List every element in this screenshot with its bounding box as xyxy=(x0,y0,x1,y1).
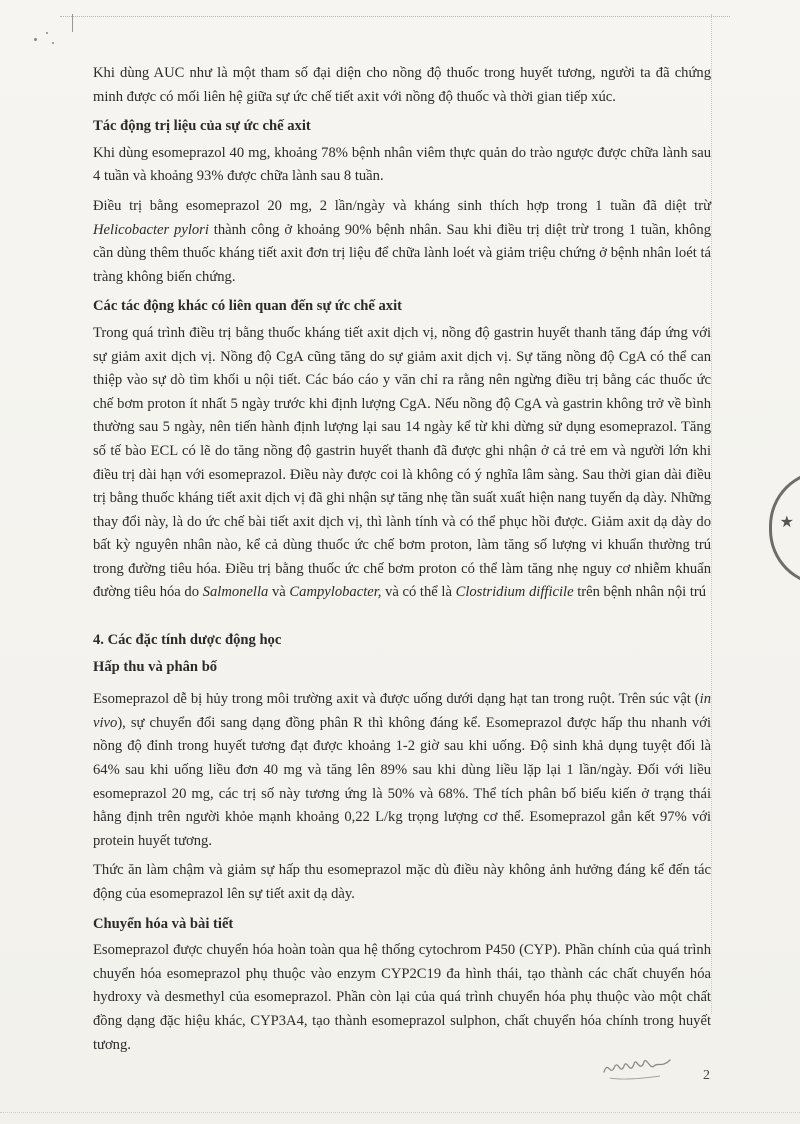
paragraph-auc: Khi dùng AUC như là một tham số đại diện cho nồng độ thuốc trong huyết tương, người ta đã chứng minh được có mối liên hệ giữa sự ức chế tiết axit với nồng độ thuốc và thời gian tiếp xúc. xyxy=(93,65,711,105)
heading-absorption: Hấp thu và phân bố xyxy=(93,658,218,675)
star-icon: ★ xyxy=(779,512,794,531)
text-run: trên bệnh nhân nội trú xyxy=(573,584,707,601)
italic-term-clostridium: Clostridium difficile xyxy=(455,584,574,601)
heading-other-effects: Các tác động khác có liên quan đến sự ức chế axit xyxy=(93,298,402,315)
text-run: và xyxy=(268,584,290,601)
scan-edge-bottom xyxy=(0,1112,800,1114)
text-run: ), sự chuyển đổi sang dạng đồng phân R thì không đáng kể. Esomeprazol được hấp thu nhanh với nồng độ đỉnh trong huyết tương đạt được khoảng 1-2 giờ sau khi uống. Độ sinh khả dụng tuyệt đối là 64% sau khi uống liều đơn 40 mg và tăng lên 89% sau khi dùng liều lặp lại 1 lần/ngày. Đối với liều esomeprazol 20 mg, các trị số này tương ứng là 50% và 68%. Thể tích phân bố biểu kiến ở trạng thái hằng định trên người khỏe mạnh khoảng 0,22 L/kg trọng lượng cơ thể. Esomeprazol gắn kết 97% với protein huyết tương. xyxy=(93,714,711,849)
text-run: Điều trị bằng esomeprazol 20 mg, 2 lần/ngày và kháng sinh thích hợp trong 1 tuần đã diệt trừ xyxy=(93,197,711,214)
text-run: thành công ở khoảng 90% bệnh nhân. Sau khi điều trị diệt trừ trong 1 tuần, không cần dùng thêm thuốc kháng tiết axit đơn trị liệu để chữa lành loét và giảm triệu chứng ở bệnh nhân loét tá tràng không biến chứng. xyxy=(93,221,711,285)
paragraph-helicobacter xyxy=(93,195,711,289)
italic-term-helicobacter: Helicobacter pylori xyxy=(93,221,209,238)
scan-speck xyxy=(34,38,37,41)
page-number: 2 xyxy=(703,1068,710,1083)
text-run: Trong quá trình điều trị bằng thuốc kháng tiết axit dịch vị, nồng độ gastrin huyết thanh tăng đáp ứng với sự giảm axit dịch vị. Nồng độ CgA cũng tăng do sự giảm axit dịch vị. Sự tăng nồng độ CgA có thể can thiệp vào sự dò tìm khối u nội tiết. Các báo cáo y văn chỉ ra rằng nên ngừng điều trị bằng các thuốc ức chế bơm proton ít nhất 5 ngày trước khi định lượng CgA. Nếu nồng độ CgA và gastrin không trở về bình thường sau 5 ngày, nên tiến hành định lượng lại sau 14 ngày kể từ khi dừng sử dụng esomeprazol. Tăng số tế bào ECL có lẽ do tăng nồng độ gastrin huyết thanh đã được ghi nhận ở cả trẻ em và người lớn khi điều trị dài hạn với esomeprazol. Điều này được coi là không có ý nghĩa lâm sàng. Sau thời gian dài điều trị bằng thuốc kháng tiết axit dịch vị đã ghi nhận sự tăng nhẹ tần suất xuất hiện nang tuyến dạ dày. Những thay đổi này, là do ức chế bài tiết axit dịch vị, thì lành tính và có thể phục hồi được. Giảm axit dạ dày do bất kỳ nguyên nhân nào, kể cả dùng thuốc ức chế bơm proton, làm tăng số lượng vi khuẩn thường trú trong đường tiêu hóa. Điều trị bằng thuốc ức chế bơm proton có thể làm tăng nhẹ nguy cơ nhiễm khuẩn đường tiêu hóa do xyxy=(93,324,711,601)
paragraph-gastrin xyxy=(93,322,711,605)
heading-metabolism: Chuyển hóa và bài tiết xyxy=(93,915,234,932)
heading-therapeutic-effect: Tác động trị liệu của sự ức chế axit xyxy=(93,118,311,135)
scan-edge-left-mark xyxy=(72,14,73,32)
italic-term-salmonella: Salmonella xyxy=(202,584,269,601)
scan-speck xyxy=(52,42,54,44)
handwritten-signature xyxy=(600,1046,680,1086)
text-run: và có thể là xyxy=(381,584,456,601)
italic-term-in-vivo: in vivo xyxy=(93,691,711,731)
scan-edge-top xyxy=(60,16,730,18)
text-run: Esomeprazol dễ bị hủy trong môi trường axit và được uống dưới dạng hạt tan trong ruột. Trên súc vật ( xyxy=(93,691,700,708)
section-gap xyxy=(93,605,711,615)
document-body xyxy=(93,62,711,1063)
heading-section-4: 4. Các đặc tính dược động học xyxy=(93,632,282,649)
paragraph-food-effect: Thức ăn làm chậm và giảm sự hấp thu esomeprazol mặc dù điều này không ảnh hưởng đáng kể đến tác động của esomeprazol lên sự tiết axit dạ dày. xyxy=(93,862,711,902)
paragraph-metabolism: Esomeprazol được chuyển hóa hoàn toàn qua hệ thống cytochrom P450 (CYP). Phần chính của quá trình chuyển hóa esomeprazol phụ thuộc vào enzym CYP2C19 đa hình thái, tạo thành các chất chuyển hóa hydroxy và desmethyl của esomeprazol. Phần còn lại của quá trình chuyển hóa phụ thuộc vào một chất đồng dạng đặc hiệu khác, CYP3A4, tạo thành esomeprazol sulphon, chất chuyển hóa chính trong huyết tương. xyxy=(93,942,711,1053)
italic-term-campylobacter: Campylobacter, xyxy=(289,584,382,601)
paragraph-esomeprazol-40mg: Khi dùng esomeprazol 40 mg, khoảng 78% bệnh nhân viêm thực quản do trào ngược được chữa lành sau 4 tuần và khoảng 93% được chữa lành sau 8 tuần. xyxy=(93,144,711,185)
paragraph-absorption xyxy=(93,688,711,853)
scan-speck xyxy=(46,32,48,34)
